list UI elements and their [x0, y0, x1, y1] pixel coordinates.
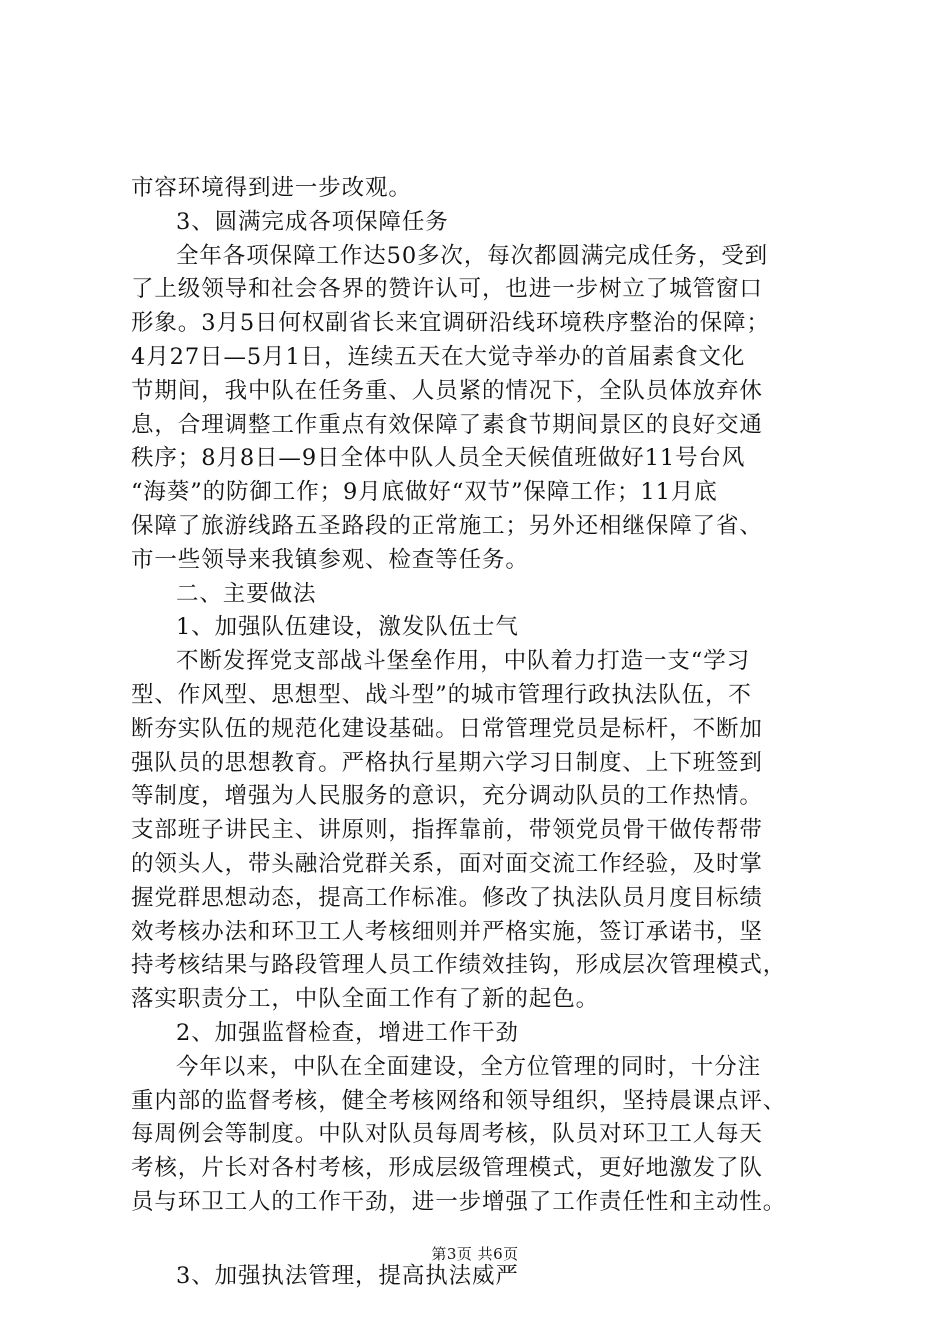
- text-line: 每周例会等制度。中队对队员每周考核，队员对环卫工人每天: [131, 1121, 763, 1148]
- text-line: 今年以来，中队在全面建设，全方位管理的同时，十分注: [176, 1053, 762, 1080]
- text-line: 全年各项保障工作达50多次，每次都圆满完成任务，受到: [176, 242, 769, 269]
- text-line: 息，合理调整工作重点有效保障了素食节期间景区的良好交通: [131, 411, 763, 438]
- text-line: 强队员的思想教育。严格执行星期六学习日制度、上下班签到: [131, 749, 763, 776]
- text-line: 不断发挥党支部战斗堡垒作用，中队着力打造一支“学习: [176, 648, 751, 675]
- text-line: 持考核结果与路段管理人员工作绩效挂钩，形成层次管理模式，: [131, 952, 787, 979]
- text-line: 2、加强监督检查，增进工作干劲: [176, 1019, 519, 1046]
- text-line: 等制度，增强为人民服务的意识，充分调动队员的工作热情。: [131, 783, 763, 810]
- text-line: 3、圆满完成各项保障任务: [176, 208, 449, 235]
- text-line: 节期间，我中队在任务重、人员紧的情况下，全队员体放弃休: [131, 377, 763, 404]
- section-heading: 3、加强执法管理，提高执法威严: [176, 1262, 519, 1289]
- document-body: [131, 172, 827, 1294]
- text-line: 落实职责分工，中队全面工作有了新的起色。: [131, 986, 600, 1013]
- text-line: 断夯实队伍的规范化建设基础。日常管理党员是标杆，不断加: [131, 715, 763, 742]
- text-line: 形象。3月5日何权副省长来宜调研沿线环境秩序整治的保障；: [131, 310, 770, 337]
- text-line: 员与环卫工人的工作干劲，进一步增强了工作责任性和主动性。: [131, 1188, 787, 1215]
- text-line: 秩序；8月8日—9日全体中队人员全天候值班做好11号台风: [131, 445, 746, 472]
- text-line: 保障了旅游线路五圣路段的正常施工；另外还相继保障了省、: [131, 512, 763, 539]
- text-line: 1、加强队伍建设，激发队伍士气: [176, 614, 519, 641]
- text-line: 市容环境得到进一步改观。: [131, 175, 412, 201]
- text-line: 市一些领导来我镇参观、检查等任务。: [131, 546, 529, 573]
- text-line: 了上级领导和社会各界的赞许认可，也进一步树立了城管窗口: [131, 276, 763, 303]
- text-line: “海葵”的防御工作；9月底做好“双节”保障工作；11月底: [131, 479, 718, 506]
- text-line: 型、作风型、思想型、战斗型”的城市管理行政执法队伍，不: [131, 681, 752, 708]
- page-footer: 第3页 共6页: [431, 1245, 519, 1263]
- text-line: 支部班子讲民主、讲原则，指挥靠前，带领党员骨干做传帮带: [131, 817, 763, 844]
- text-line: 考核，片长对各村考核，形成层级管理模式，更好地激发了队: [131, 1155, 763, 1182]
- text-line: 重内部的监督考核，健全考核网络和领导组织，坚持晨课点评、: [131, 1087, 787, 1114]
- text-line: 4月27日—5月1日，连续五天在大觉寺举办的首届素食文化: [131, 343, 746, 370]
- text-line: 握党群思想动态，提高工作标准。修改了执法队员月度目标绩: [131, 884, 763, 911]
- text-line: 二、主要做法: [176, 580, 317, 607]
- text-line: 的领头人，带头融洽党群关系，面对面交流工作经验，及时掌: [131, 850, 763, 877]
- text-line: 效考核办法和环卫工人考核细则并严格实施，签订承诺书，坚: [131, 918, 763, 945]
